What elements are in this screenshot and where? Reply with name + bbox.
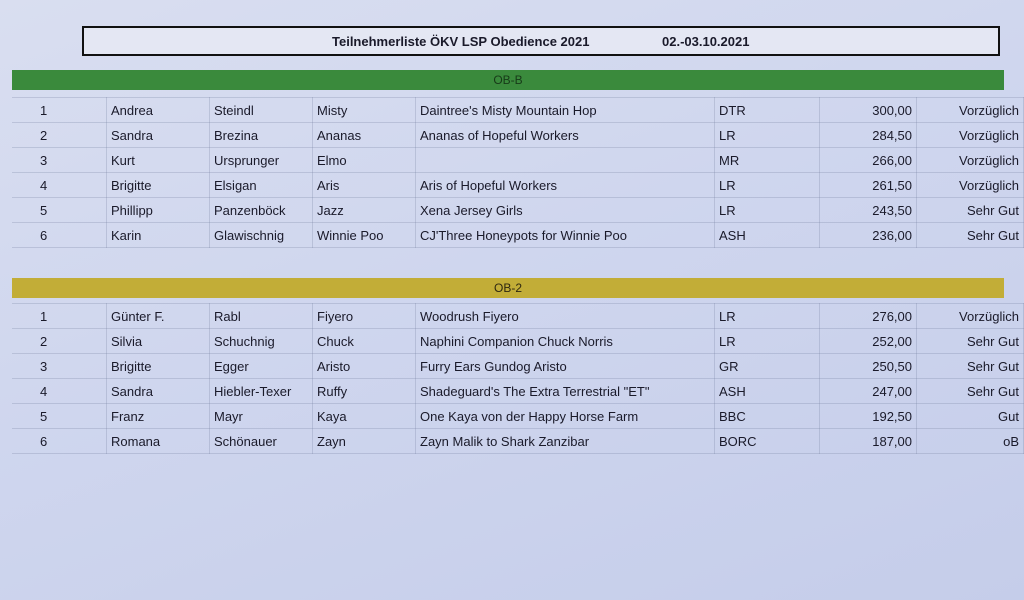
section-header-ob-2: OB-2	[12, 278, 1004, 298]
first-name-cell: Silvia	[107, 329, 210, 354]
table-row	[12, 329, 1024, 354]
grade-cell: Sehr Gut	[917, 198, 1024, 223]
breed-cell: LR	[715, 173, 820, 198]
dog-name-cell: Chuck	[313, 329, 416, 354]
points-cell: 261,50	[820, 173, 917, 198]
rank-cell: 5	[12, 198, 107, 223]
grade-cell: Vorzüglich	[917, 98, 1024, 123]
breed-cell: DTR	[715, 98, 820, 123]
rank-cell: 6	[12, 429, 107, 454]
breed-cell: BBC	[715, 404, 820, 429]
first-name-cell: Günter F.	[107, 304, 210, 329]
points-cell: 243,50	[820, 198, 917, 223]
first-name-cell: Kurt	[107, 148, 210, 173]
breed-cell: ASH	[715, 223, 820, 248]
points-cell: 192,50	[820, 404, 917, 429]
rank-cell: 2	[12, 123, 107, 148]
registered-name-cell	[416, 148, 715, 173]
event-dates: 02.-03.10.2021	[662, 34, 750, 49]
rank-cell: 2	[12, 329, 107, 354]
dog-name-cell: Ananas	[313, 123, 416, 148]
document-title: Teilnehmerliste ÖKV LSP Obedience 2021	[332, 34, 590, 49]
breed-cell: ASH	[715, 379, 820, 404]
breed-cell: LR	[715, 123, 820, 148]
last-name-cell: Glawischnig	[210, 223, 313, 248]
table-row	[12, 379, 1024, 404]
last-name-cell: Elsigan	[210, 173, 313, 198]
rank-cell: 3	[12, 354, 107, 379]
table-row	[12, 354, 1024, 379]
points-cell: 252,00	[820, 329, 917, 354]
rank-cell: 1	[12, 304, 107, 329]
grade-cell: Sehr Gut	[917, 379, 1024, 404]
dog-name-cell: Misty	[313, 98, 416, 123]
dog-name-cell: Jazz	[313, 198, 416, 223]
table-row	[12, 404, 1024, 429]
grade-cell: Vorzüglich	[917, 304, 1024, 329]
last-name-cell: Mayr	[210, 404, 313, 429]
rank-cell: 3	[12, 148, 107, 173]
rank-cell: 4	[12, 173, 107, 198]
last-name-cell: Steindl	[210, 98, 313, 123]
table-row	[12, 429, 1024, 454]
registered-name-cell: CJ'Three Honeypots for Winnie Poo	[416, 223, 715, 248]
grade-cell: Vorzüglich	[917, 148, 1024, 173]
points-cell: 284,50	[820, 123, 917, 148]
dog-name-cell: Aristo	[313, 354, 416, 379]
table-row	[12, 123, 1024, 148]
first-name-cell: Andrea	[107, 98, 210, 123]
dog-name-cell: Kaya	[313, 404, 416, 429]
dog-name-cell: Fiyero	[313, 304, 416, 329]
points-cell: 276,00	[820, 304, 917, 329]
dog-name-cell: Zayn	[313, 429, 416, 454]
registered-name-cell: Woodrush Fiyero	[416, 304, 715, 329]
first-name-cell: Brigitte	[107, 354, 210, 379]
grade-cell: Sehr Gut	[917, 329, 1024, 354]
grade-cell: Sehr Gut	[917, 223, 1024, 248]
points-cell: 300,00	[820, 98, 917, 123]
first-name-cell: Karin	[107, 223, 210, 248]
registered-name-cell: Furry Ears Gundog Aristo	[416, 354, 715, 379]
last-name-cell: Schönauer	[210, 429, 313, 454]
last-name-cell: Schuchnig	[210, 329, 313, 354]
registered-name-cell: Ananas of Hopeful Workers	[416, 123, 715, 148]
first-name-cell: Phillipp	[107, 198, 210, 223]
first-name-cell: Brigitte	[107, 173, 210, 198]
dog-name-cell: Ruffy	[313, 379, 416, 404]
dog-name-cell: Winnie Poo	[313, 223, 416, 248]
last-name-cell: Egger	[210, 354, 313, 379]
table-row	[12, 304, 1024, 329]
title-box	[82, 26, 1000, 56]
last-name-cell: Hiebler-Texer	[210, 379, 313, 404]
points-cell: 236,00	[820, 223, 917, 248]
results-table-ob-2	[12, 303, 1024, 454]
registered-name-cell: Daintree's Misty Mountain Hop	[416, 98, 715, 123]
table-row	[12, 148, 1024, 173]
breed-cell: MR	[715, 148, 820, 173]
section-header-ob-b: OB-B	[12, 70, 1004, 90]
table-row	[12, 223, 1024, 248]
registered-name-cell: One Kaya von der Happy Horse Farm	[416, 404, 715, 429]
results-table-ob-b	[12, 97, 1024, 248]
last-name-cell: Rabl	[210, 304, 313, 329]
rank-cell: 6	[12, 223, 107, 248]
dog-name-cell: Elmo	[313, 148, 416, 173]
breed-cell: LR	[715, 198, 820, 223]
first-name-cell: Franz	[107, 404, 210, 429]
last-name-cell: Brezina	[210, 123, 313, 148]
dog-name-cell: Aris	[313, 173, 416, 198]
grade-cell: oB	[917, 429, 1024, 454]
last-name-cell: Ursprunger	[210, 148, 313, 173]
points-cell: 250,50	[820, 354, 917, 379]
points-cell: 187,00	[820, 429, 917, 454]
last-name-cell: Panzenböck	[210, 198, 313, 223]
first-name-cell: Sandra	[107, 123, 210, 148]
points-cell: 247,00	[820, 379, 917, 404]
rank-cell: 4	[12, 379, 107, 404]
breed-cell: LR	[715, 329, 820, 354]
grade-cell: Vorzüglich	[917, 123, 1024, 148]
breed-cell: BORC	[715, 429, 820, 454]
grade-cell: Vorzüglich	[917, 173, 1024, 198]
breed-cell: LR	[715, 304, 820, 329]
registered-name-cell: Aris of Hopeful Workers	[416, 173, 715, 198]
rank-cell: 5	[12, 404, 107, 429]
points-cell: 266,00	[820, 148, 917, 173]
grade-cell: Gut	[917, 404, 1024, 429]
registered-name-cell: Zayn Malik to Shark Zanzibar	[416, 429, 715, 454]
grade-cell: Sehr Gut	[917, 354, 1024, 379]
table-row	[12, 198, 1024, 223]
breed-cell: GR	[715, 354, 820, 379]
table-row	[12, 98, 1024, 123]
first-name-cell: Romana	[107, 429, 210, 454]
rank-cell: 1	[12, 98, 107, 123]
registered-name-cell: Xena Jersey Girls	[416, 198, 715, 223]
first-name-cell: Sandra	[107, 379, 210, 404]
registered-name-cell: Shadeguard's The Extra Terrestrial "ET"	[416, 379, 715, 404]
registered-name-cell: Naphini Companion Chuck Norris	[416, 329, 715, 354]
table-row	[12, 173, 1024, 198]
